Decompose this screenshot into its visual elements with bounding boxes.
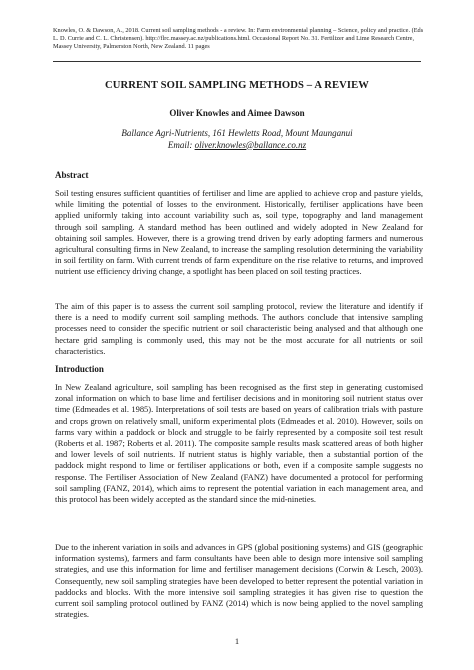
introduction-paragraph-2: Due to the inherent variation in soils and advances in GPS (global positioning systems) and GIS (geographic information systems), farmers and farm consultants have been able to design more intensive soil sampling strategies, and use this information for lime and fertiliser management decisions (Corwin & Lesch, 2003). Consequently, new soil sampling strategies have been developed to better represent the potential variation in paddocks and blocks. With the more intensive soil sampling strategies it has given rise to question the current soil sampling protocol outlined by FANZ (2014) which is now being applied to the novel sampling strategies. [55,542,423,620]
introduction-paragraph-1: In New Zealand agriculture, soil sampling has been recognised as the first step in generating customised zonal information on which to base lime and fertiliser decisions and in monitoring soil nutrient status over time (Edmeades et al. 1985). Interpretations of soil tests are based on years of calibration trials with pasture and crops grown on relatively small, uniform experimental plots (Edmeades et al. 2010). However, soils on farms vary within a paddock or block and struggle to be fairly represented by a composite soil test result (Roberts et al. 1987; Roberts et al. 2011). The composite sample results mask scattered areas of both higher and lower levels of soil nutrients. If nutrient status is highly variable, then a substantial portion of the paddock might respond to lime or fertiliser applications or both, even if a composite sample suggests no response. The Fertiliser Association of New Zealand (FANZ) have documented a protocol for performing soil sampling (FANZ, 2014), which aims to represent the potential variation in each management area, and this protocol has been widely accepted as the standard since the mid-nineties. [55,382,423,505]
affiliation: Ballance Agri-Nutrients, 161 Hewletts Road, Mount Maunganui [121,128,353,138]
paper-authors: Oliver Knowles and Aimee Dawson [169,108,305,118]
paper-title: CURRENT SOIL SAMPLING METHODS – A REVIEW [105,80,369,91]
email-line [0,140,474,152]
abstract-paragraph-1: Soil testing ensures sufficient quantities of fertiliser and lime are applied to achieve crop and pasture yields, while limiting the potential of losses to the environment. Historically, fertiliser applications have been applied uniformly taking into account variability such as, soil type, topography and land management through soil sampling. A standard method has been outlined and widely adopted in New Zealand for obtaining soil samples. However, there is a growing trend driven by early adopting farmers and numerous agricultural consulting firms in New Zealand, to increase the sampling resolution determining the variability in soil fertility on farm. With current trends of farm expenditure on the rise relative to returns, and improved nutrient use efficiency driving change, a spotlight has been placed on soil testing practices. [55,188,423,277]
page-number: 1 [234,636,240,646]
email-link[interactable]: oliver.knowles@ballance.co.nz [194,139,307,150]
abstract-paragraph-2: The aim of this paper is to assess the current soil sampling protocol, review the literature and identify if there is a need to modify current soil sampling methods. The authors conclude that intensive sampling processes need to consider the specific nutrient or soil characteristic being analysed and that although one hectare grid sampling is commonly used, this may not be the most accurate for all nutrients or soil characteristics. [55,301,423,356]
email-label: Email: [167,139,193,150]
citation-header: Knowles, O. & Dawson, A., 2018. Current soil sampling methods - a review. In: Farm environmental planning – Science, policy and practice. (Eds L. D. Currie and C. L. Christensen). http://flrc.massey.ac.nz/publications.html. Occasional Report No. 31. Fertilizer and Lime Research Centre, Massey University, Palmerston North, New Zealand. 11 pages [53,27,424,51]
abstract-heading: Abstract [55,170,89,180]
header-rule [53,61,421,62]
affiliation-block [0,128,474,151]
introduction-heading: Introduction [55,364,104,374]
